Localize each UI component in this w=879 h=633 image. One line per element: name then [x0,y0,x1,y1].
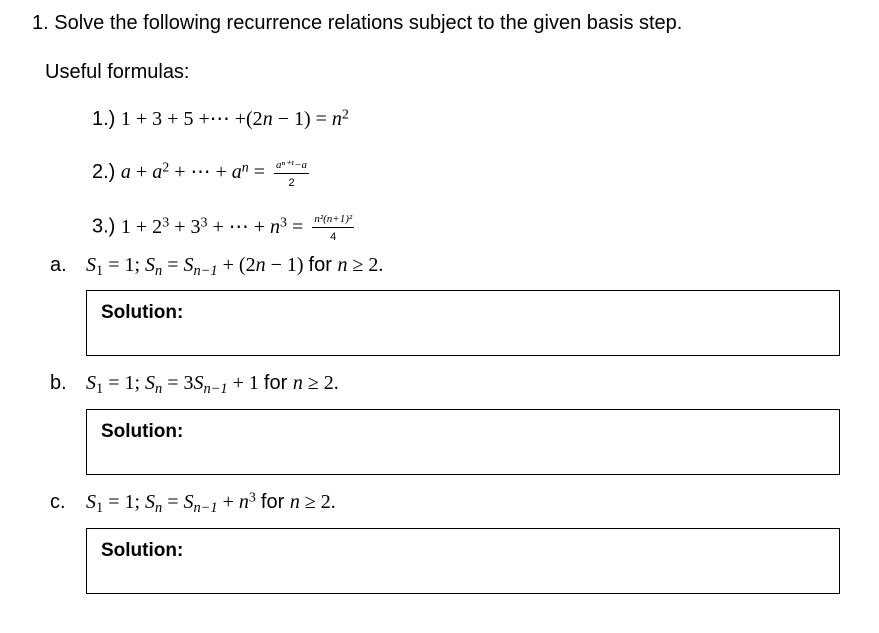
solution-label-b: Solution: [101,421,184,442]
part-c-equals: = [162,491,184,513]
part-b-rhs-s: S [193,372,204,394]
formula-3-dots: + ⋯ + [207,215,271,238]
part-c-sn-subscript: n [155,500,163,517]
formula-1-equals: = [315,108,327,130]
part-c-initial: = 1; [103,491,146,513]
formula-1 [92,106,349,131]
question-title: 1. Solve the following recurrence relations subject to the given basis step. [32,12,683,34]
part-c-condition [290,491,336,513]
formula-2-expression [120,159,309,189]
part-a-condition [337,254,383,276]
part-a-equals: = [162,254,184,276]
part-b-condition [293,372,339,394]
part-a-letter: a. [50,254,67,276]
part-a-rhs-rest: + (2 [217,254,256,276]
formula-3-numerator: n²(n+1)² [312,213,354,228]
part-c-sn: S [145,491,156,513]
part-b-for: for [263,372,288,394]
part-b-s1-subscript: 1 [96,381,104,398]
part-c-rhs-n: n [238,491,249,513]
useful-formulas-label: Useful formulas: [45,61,190,83]
part-a-initial: = 1; [103,254,146,276]
part-a [50,254,384,280]
part-b-letter: b. [50,372,67,394]
part-c-s1: S [86,491,96,513]
formula-1-n: n [262,108,273,130]
part-c-rhs-exponent: 3 [248,490,256,506]
part-b-s1: S [86,372,96,394]
formula-2-an-exponent: n [241,160,249,176]
part-b-recurrence [86,372,264,398]
solution-box-a[interactable] [86,290,840,356]
part-b-rhs-subscript: n−1 [203,381,228,398]
formula-3-exponent-3: 3 [200,215,208,231]
part-c [50,490,336,517]
formula-2-fraction [274,158,309,189]
part-c-rhs-subscript: n−1 [193,500,218,517]
solution-label-a: Solution: [101,302,184,323]
part-b-sn: S [145,372,156,394]
formula-2-number: 2.) [92,161,116,184]
formula-3-expression [120,213,354,243]
formula-1-number: 1.) [92,108,116,130]
formula-3-exponent-n: 3 [280,215,288,231]
part-c-rhs-s: S [183,491,194,513]
part-a-cond-n: n [337,254,348,276]
formula-3-plus: + 3 [169,215,201,238]
part-c-recurrence [86,490,261,517]
solution-box-c[interactable] [86,528,840,594]
part-a-sn-subscript: n [155,263,163,280]
part-a-cond: ≥ 2. [347,254,384,276]
part-a-rhs-n: n [255,254,266,276]
part-a-rhs-subscript: n−1 [193,263,218,280]
formula-2-a1: a [120,161,131,184]
formula-2-equals: = [253,161,266,184]
part-b-rhs-rest: + 1 [227,372,264,394]
formula-3 [92,213,354,243]
part-a-s1: S [86,254,96,276]
part-c-rhs-rest: + [217,491,239,513]
formula-1-rhs-exponent: 2 [341,107,349,123]
formula-1-lhs: 1 + 3 + 5 +⋯ +(2 [120,108,263,130]
part-b-cond-n: n [292,372,303,394]
part-c-cond-n: n [289,491,300,513]
part-a-recurrence [86,254,309,280]
part-c-for: for [260,491,285,513]
formula-2 [92,158,309,189]
formula-1-rhs: n [331,108,342,130]
formula-2-a2-exponent: 2 [162,160,170,176]
part-c-letter: c. [50,491,66,513]
formula-2-numerator: aⁿ⁺¹−a [274,158,309,174]
part-c-s1-subscript: 1 [96,500,104,517]
formula-2-plus: + [130,161,153,184]
part-b-sn-subscript: n [155,381,163,398]
formula-2-a2: a [152,161,163,184]
formula-3-number: 3.) [92,215,116,238]
formula-3-equals: = [292,215,304,238]
part-b-initial: = 1; [103,372,146,394]
part-b-cond: ≥ 2. [302,372,339,394]
formula-2-denominator: 2 [288,177,295,189]
part-c-cond: ≥ 2. [299,491,336,513]
part-a-sn: S [145,254,156,276]
part-a-for: for [308,254,332,276]
formula-3-fraction [312,213,354,243]
formula-3-exponent-2: 3 [162,215,170,231]
part-b [50,372,339,398]
solution-label-c: Solution: [101,540,184,561]
formula-2-an: a [231,161,242,184]
part-a-rhs-s: S [183,254,194,276]
formula-3-denominator: 4 [330,231,337,243]
formula-2-dots: + ⋯ + [169,161,232,184]
part-b-equals: = 3 [162,372,194,394]
part-a-s1-subscript: 1 [96,263,104,280]
formula-1-expression [121,108,349,130]
solution-box-b[interactable] [86,409,840,475]
formula-3-lhs-start: 1 + 2 [120,215,163,238]
formula-3-n: n [270,215,281,238]
part-a-rhs-end: − 1) [265,254,309,276]
formula-1-lhs-end: − 1) [272,108,311,130]
